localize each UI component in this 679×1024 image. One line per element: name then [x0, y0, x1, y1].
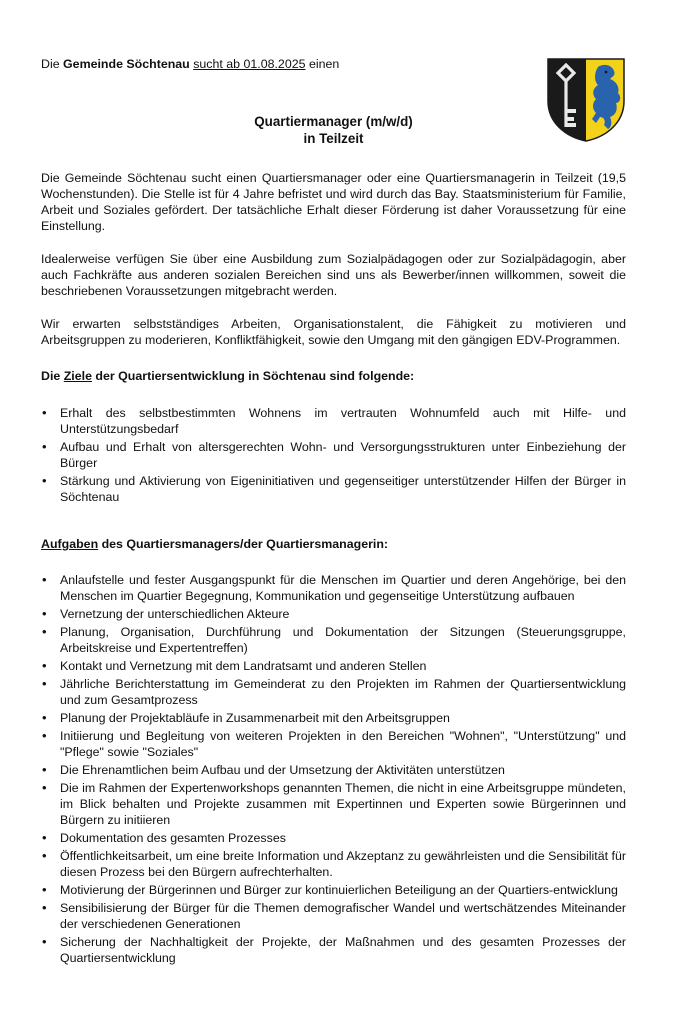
tasks-list: [41, 572, 626, 966]
list-item: • Stärkung und Aktivierung von Eigeninitiativen und gegenseitiger unterstützender Hilfen der Bürger in Söchtenau: [41, 473, 626, 505]
list-item: • Die im Rahmen der Expertenworkshops genannten Themen, die nicht in eine Arbeitsgruppe mündeten, im Blick behalten und Projekte zusammen mit Expertinnen und Experten sowie Bürgerinnen und Bürgern zu initiieren: [41, 780, 626, 828]
goals-heading-prefix: Die: [41, 369, 64, 383]
goals-heading-underlined: Ziele: [63, 369, 92, 383]
tasks-heading: [41, 536, 626, 552]
list-item: • Planung der Projektabläufe in Zusammenarbeit mit den Arbeitsgruppen: [41, 710, 626, 726]
document-page: [41, 56, 626, 968]
paragraph-qualification: Idealerweise verfügen Sie über eine Ausbildung zum Sozialpädagogen oder zur Sozialpädagogin, aber auch Fachkräfte aus anderen sozialen Bereichen sind uns als Bewerber/innen willkommen, soweit die beschriebenen Voraussetzungen mitgebracht werden.: [41, 252, 626, 298]
list-item: • Motivierung der Bürgerinnen und Bürger zur kontinuierlichen Beteiligung an der Quartiers-entwicklung: [41, 882, 626, 898]
list-item: • Initiierung und Begleitung von weiteren Projekten in den Bereichen "Wohnen", "Unterstützung" und "Pflege" sowie "Soziales": [41, 728, 626, 760]
goals-heading-suffix: der Quartiersentwicklung in Söchtenau sind folgende:: [91, 369, 415, 383]
intro-suffix: einen: [305, 57, 340, 71]
municipality-name: Gemeinde Söchtenau: [63, 57, 190, 71]
start-date-text: sucht ab 01.08.2025: [193, 57, 306, 71]
list-item: • Erhalt des selbstbestimmten Wohnens im vertrauten Wohnumfeld auch mit Hilfe- und Unterstützungsbedarf: [41, 405, 626, 437]
list-item: • Dokumentation des gesamten Prozesses: [41, 830, 626, 846]
paragraph-intro: Die Gemeinde Söchtenau sucht einen Quartiersmanager oder eine Quartiersmanagerin in Teilzeit (19,5 Wochenstunden). Die Stelle ist für 4 Jahre befristet und wird durch das Bay. Staatsministerium für Familie, Arbeit und Soziales gefördert. Der tatsächliche Erhalt dieser Förderung ist daher Voraussetzung für eine Einstellung.: [41, 171, 626, 233]
list-item: • Jährliche Berichterstattung im Gemeinderat zu den Projekten im Rahmen der Quartiersentwicklung und zum Gesamtprozess: [41, 676, 626, 708]
job-title-line1: Quartiermanager (m/w/d): [254, 114, 413, 129]
tasks-heading-suffix: des Quartiersmanagers/der Quartiersmanagerin:: [98, 537, 389, 551]
list-item: • Planung, Organisation, Durchführung und Dokumentation der Sitzungen (Steuerungsgruppe, Arbeitskreise und Expertentreffen): [41, 624, 626, 656]
municipal-coat-of-arms-icon: [546, 57, 626, 143]
list-item: • Öffentlichkeitsarbeit, um eine breite Information und Akzeptanz zu gewährleisten und die Sensibilität für diesen Prozess bei den Bürgern aufrechterhalten.: [41, 848, 626, 880]
list-item: • Sicherung der Nachhaltigkeit der Projekte, der Maßnahmen und des gesamten Prozesses der Quartiersentwicklung: [41, 934, 626, 966]
list-item: • Aufbau und Erhalt von altersgerechten Wohn- und Versorgungsstrukturen unter Einbeziehung der Bürger: [41, 439, 626, 471]
paragraph-expectations: Wir erwarten selbstständiges Arbeiten, Organisationstalent, die Fähigkeit zu motivieren und Arbeitsgruppen zu moderieren, Konfliktfähigkeit, sowie den Umgang mit den gängigen EDV-Programmen.: [41, 317, 626, 347]
job-title-line2: in Teilzeit: [303, 131, 364, 146]
goals-heading: [41, 368, 626, 384]
list-item: • Sensibilisierung der Bürger für die Themen demografischer Wandel und wertschätzendes Miteinander der verschiedenen Generationen: [41, 900, 626, 932]
intro-prefix: Die: [41, 57, 64, 71]
intro-line: [41, 56, 626, 72]
list-item: • Anlaufstelle und fester Ausgangspunkt für die Menschen im Quartier und deren Angehörige, bei den Menschen im Quartier Begegnung, Kommunikation und gegenseitige Unterstützung aufbauen: [41, 572, 626, 604]
tasks-heading-underlined: Aufgaben: [41, 537, 99, 551]
list-item: • Die Ehrenamtlichen beim Aufbau und der Umsetzung der Aktivitäten unterstützen: [41, 762, 626, 778]
list-item: • Vernetzung der unterschiedlichen Akteure: [41, 606, 626, 622]
goals-list: [41, 405, 626, 505]
job-title: [41, 113, 626, 147]
list-item: • Kontakt und Vernetzung mit dem Landratsamt und anderen Stellen: [41, 658, 626, 674]
